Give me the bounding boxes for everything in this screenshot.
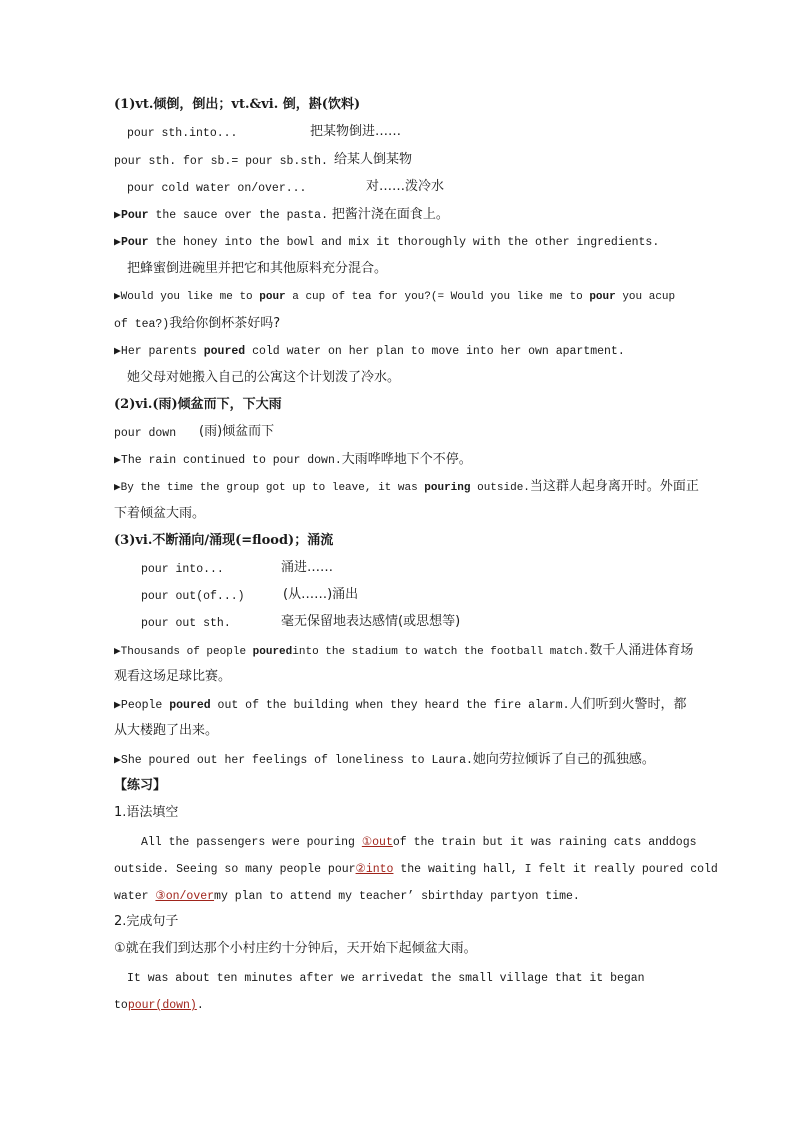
example-sentence: ▶By the time the group got up to leave, it was pouring outside.当这群人起身离开时。外面正	[114, 479, 699, 494]
example-translation: 把蜂蜜倒进碗里并把它和其他原料充分混合。	[127, 261, 388, 276]
phrase-zh: (雨)倾盆而下	[199, 424, 275, 439]
phrase-zh: 毫无保留地表达感情(或思想等)	[281, 614, 461, 629]
example-sentence: of tea?)我给你倒杯茶好吗?	[114, 316, 281, 331]
phrase-zh: 涌进……	[281, 560, 334, 575]
section-3-heading: (3)vi.不断涌向/涌现(=flood)；涌流	[114, 533, 334, 548]
fill-in-line: topour(down).	[114, 999, 204, 1012]
question-1-title: 1.语法填空	[114, 805, 179, 820]
answer-blank: ③on/over	[155, 890, 215, 903]
phrase-row	[114, 423, 176, 443]
example-sentence: ▶Thousands of people pouredinto the stadium to watch the football match.数千人涌进体育场	[114, 643, 694, 658]
phrase-zh: 给某人倒某物	[334, 152, 413, 167]
example-sentence: ▶Pour the honey into the bowl and mix it thoroughly with the other ingredients.	[114, 236, 660, 249]
example-translation: 下着倾盆大雨。	[114, 506, 206, 521]
section-1-heading: (1)vt.倾倒，倒出；vt.&vi. 倒，斟(饮料)	[114, 97, 361, 112]
practice-heading: 【练习】	[114, 778, 167, 793]
phrase-en: pour out sth.	[141, 617, 231, 630]
fill-in-line: All the passengers were pouring ①outof the train but it was raining cats anddogs	[141, 836, 697, 849]
phrase-zh: 把某物倒进……	[310, 124, 402, 139]
phrase-row	[114, 151, 328, 171]
phrase-en: pour sth.into...	[127, 127, 238, 140]
example-sentence: ▶Pour the sauce over the pasta. 把酱汁浇在面食上。	[114, 207, 449, 222]
question-2-prompt: ①就在我们到达那个小村庄约十分钟后，天开始下起倾盆大雨。	[114, 941, 477, 956]
example-sentence: ▶She poured out her feelings of loneliness to Laura.她向劳拉倾诉了自己的孤独感。	[114, 752, 655, 767]
example-translation: 她父母对她搬入自己的公寓这个计划泼了冷水。	[127, 370, 401, 385]
phrase-row	[141, 613, 231, 633]
phrase-en: pour down	[114, 427, 177, 440]
example-translation: 观看这场足球比赛。	[114, 669, 232, 684]
answer-blank: ①out	[361, 836, 393, 849]
question-2-title: 2.完成句子	[114, 914, 179, 929]
fill-in-line: It was about ten minutes after we arrivedat the small village that it began	[127, 972, 645, 985]
example-translation: 从大楼跑了出来。	[114, 723, 219, 738]
example-sentence: ▶The rain continued to pour down.大雨哗哗地下个不停。	[114, 452, 472, 467]
answer-blank: ②into	[355, 863, 394, 876]
phrase-row	[141, 586, 245, 606]
phrase-en: pour into...	[141, 563, 224, 576]
example-sentence: ▶Would you like me to pour a cup of tea for you?(= Would you like me to pour you acup	[114, 291, 676, 303]
fill-in-line: water ③on/overmy plan to attend my teacher’ sbirthday partyon time.	[114, 890, 580, 903]
phrase-row	[127, 123, 237, 143]
phrase-en: pour sth. for sb.= pour sb.sth.	[114, 155, 328, 168]
phrase-en: pour cold water on/over...	[127, 182, 307, 195]
example-sentence: ▶Her parents poured cold water on her plan to move into her own apartment.	[114, 345, 625, 358]
phrase-row	[141, 559, 224, 579]
fill-in-line: outside. Seeing so many people pour②into the waiting hall, I felt it really poured cold	[114, 863, 718, 876]
phrase-zh: 对……泼冷水	[366, 179, 445, 194]
phrase-row	[127, 178, 306, 198]
phrase-zh: (从……)涌出	[283, 587, 359, 602]
section-2-heading: (2)vi.(雨)倾盆而下，下大雨	[114, 397, 282, 412]
answer-blank: pour(down)	[127, 999, 197, 1012]
phrase-en: pour out(of...)	[141, 590, 245, 603]
example-sentence: ▶People poured out of the building when they heard the fire alarm.人们听到火警时，都	[114, 697, 687, 712]
